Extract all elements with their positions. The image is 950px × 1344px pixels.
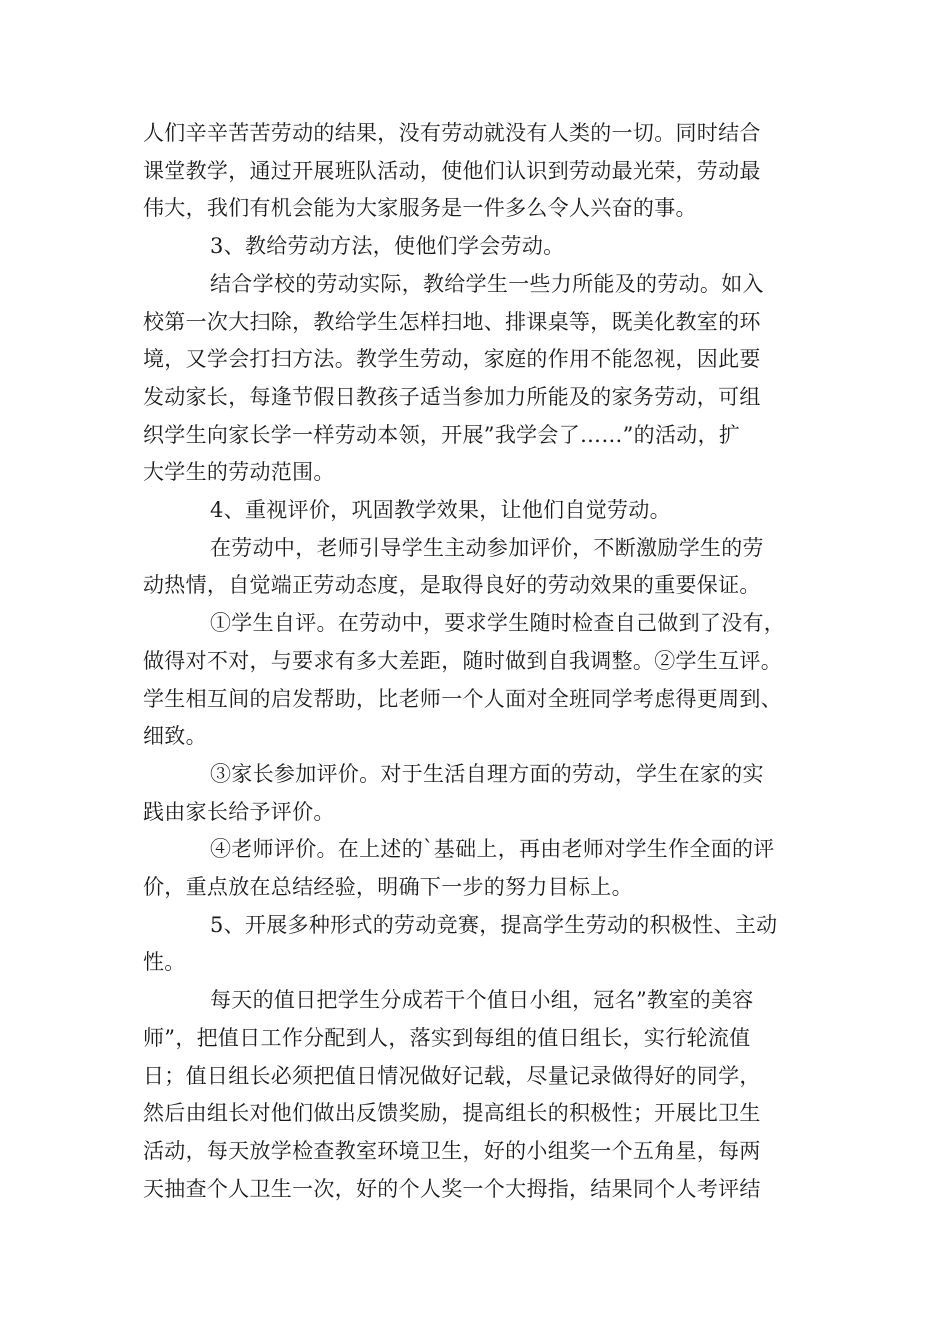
text-line: ①学生自评。在劳动中，要求学生随时检查自己做到了没有， <box>210 611 786 636</box>
text-line: 校第一次大扫除，教给学生怎样扫地、排课桌等，既美化教室的环 <box>143 309 761 334</box>
text-line: 在劳动中，老师引导学生主动参加评价，不断激励学生的劳 <box>210 535 764 560</box>
text-line: 践由家长给予评价。 <box>143 799 335 824</box>
text-line: 3、教给劳动方法，使他们学会劳动。 <box>210 234 565 259</box>
text-line: 织学生向家长学一样劳动本领，开展”我学会了……”的活动，扩 <box>143 422 741 447</box>
text-line: 发动家长，每逢节假日教孩子适当参加力所能及的家务劳动，可组 <box>143 384 761 409</box>
text-line: 活动，每天放学检查教室环境卫生，好的小组奖一个五角星，每两 <box>143 1138 761 1163</box>
text-line: 每天的值日把学生分成若干个值日小组，冠名”教室的美容 <box>210 988 754 1013</box>
text-line: 境，又学会打扫方法。教学生劳动，家庭的作用不能忽视，因此要 <box>143 347 761 372</box>
text-line: 大学生的劳动范围。 <box>143 460 335 485</box>
text-line: 日；值日组长必须把值日情况做好记载，尽量记录做得好的同学， <box>143 1063 761 1088</box>
text-line: ③家长参加评价。对于生活自理方面的劳动，学生在家的实 <box>210 761 764 786</box>
text-line: 5、开展多种形式的劳动竞赛，提高学生劳动的积极性、主动 <box>210 912 778 937</box>
text-line: 然后由组长对他们做出反馈奖励，提高组长的积极性；开展比卫生 <box>143 1101 761 1126</box>
text-line: 结合学校的劳动实际，教给学生一些力所能及的劳动。如入 <box>210 271 764 296</box>
text-line: 4、重视评价，巩固教学效果，让他们自觉劳动。 <box>210 498 671 522</box>
text-line: 学生相互间的启发帮助，比老师一个人面对全班同学考虑得更周到、 <box>143 686 782 711</box>
text-line: 做得对不对，与要求有多大差距，随时做到自我调整。②学生互评。 <box>143 648 782 673</box>
text-line: 课堂教学，通过开展班队活动，使他们认识到劳动最光荣，劳动最 <box>143 158 761 183</box>
text-line: ④老师评价。在上述的`基础上，再由老师对学生作全面的评 <box>210 837 775 862</box>
text-line: 细致。 <box>143 724 207 749</box>
text-line: 师”，把值日工作分配到人，落实到每组的值日组长，实行轮流值 <box>143 1025 751 1050</box>
text-line: 价，重点放在总结经验，明确下一步的努力目标上。 <box>143 875 633 899</box>
text-line: 性。 <box>143 950 186 975</box>
text-line: 伟大，我们有机会能为大家服务是一件多么令人兴奋的事。 <box>143 196 697 221</box>
text-line: 动热情，自觉端正劳动态度，是取得良好的劳动效果的重要保证。 <box>143 573 761 598</box>
text-line: 人们辛辛苦苦劳动的结果，没有劳动就没有人类的一切。同时结合 <box>143 121 761 145</box>
text-line: 天抽查个人卫生一次，好的个人奖一个大拇指，结果同个人考评结 <box>143 1176 761 1201</box>
